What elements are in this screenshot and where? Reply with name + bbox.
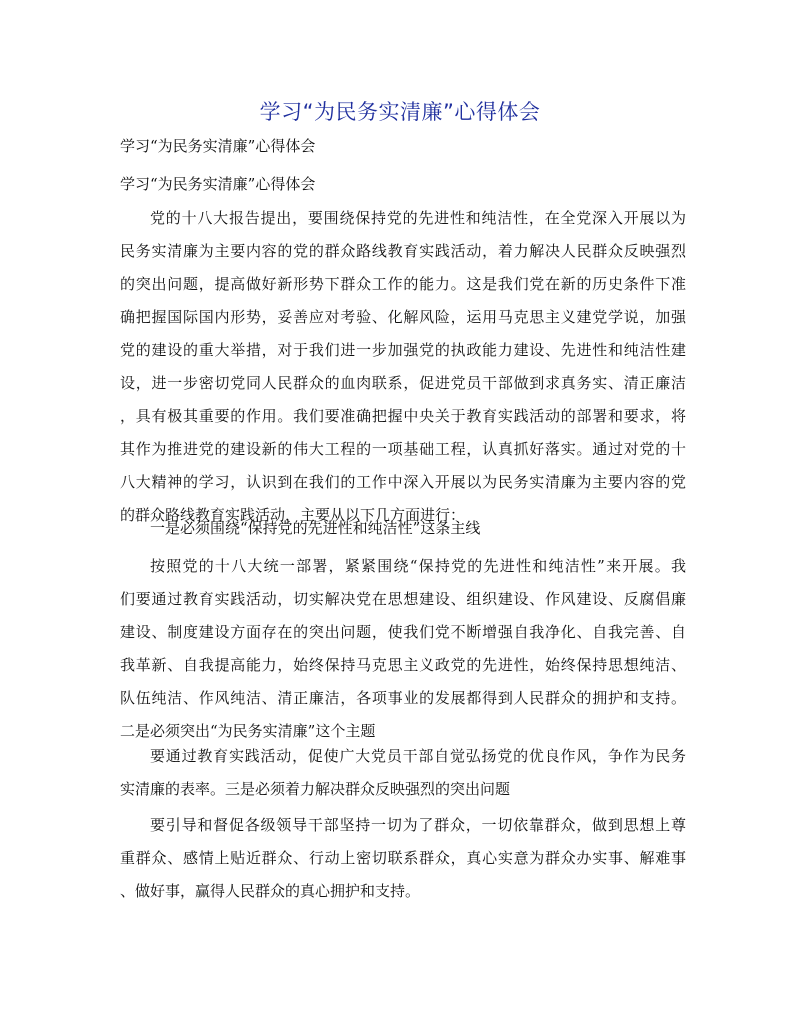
paragraph-line: 队伍纯洁、作风纯洁、清正廉洁，各项事业的发展都得到人民群众的拥护和支持。 — [120, 689, 686, 707]
paragraph-3 — [120, 740, 686, 806]
section-heading-1 — [120, 512, 686, 545]
paragraph-line: ，具有极其重要的作用。我们要准确把握中央关于教育实践活动的部署和要求，将 — [120, 407, 686, 425]
paragraph-line: 按照党的十八大统一部署，紧紧围绕“保持党的先进性和纯洁性”来开展。我 — [150, 557, 686, 575]
paragraph-line: 党的十八大报告提出，要围绕保持党的先进性和纯洁性，在全党深入开展以为 — [150, 209, 686, 227]
subtitle-text: 学习“为民务实清廉”心得体会 — [120, 137, 316, 155]
paragraph-line: 的突出问题，提高做好新形势下群众工作的能力。这是我们党在新的历史条件下准 — [120, 275, 686, 293]
paragraph-line: 要引导和督促各级领导干部坚持一切为了群众，一切依靠群众，做到思想上尊 — [150, 816, 686, 834]
page-title: 学习“为民务实清廉”心得体会 — [259, 100, 541, 124]
paragraph-line: 确把握国际国内形势，妥善应对考验、化解风险，运用马克思主义建党学说，加强 — [120, 308, 686, 326]
paragraph-4 — [120, 809, 686, 908]
subtitle-line-2 — [120, 168, 686, 201]
paragraph-line: 民务实清廉为主要内容的党的群众路线教育实践活动，着力解决人民群众反映强烈 — [120, 242, 686, 260]
paragraph-line: 我革新、自我提高能力，始终保持马克思主义政党的先进性，始终保持思想纯洁、 — [120, 656, 686, 674]
paragraph-line: 八大精神的学习，认识到在我们的工作中深入开展以为民务实清廉为主要内容的党 — [120, 473, 686, 491]
paragraph-line: 重群众、感情上贴近群众、行动上密切联系群众，真心实意为群众办实事、解难事 — [120, 849, 686, 867]
paragraph-line: 二是必须突出“为民务实清廉”这个主题 — [120, 722, 376, 740]
paragraph-line: 党的建设的重大举措，对于我们进一步加强党的执政能力建设、先进性和纯洁性建 — [120, 341, 686, 359]
paragraph-line: 设，进一步密切党同人民群众的血肉联系，促进党员干部做到求真务实、清正廉洁 — [120, 374, 686, 392]
paragraph-line: 、做好事，赢得人民群众的真心拥护和支持。 — [120, 882, 421, 900]
subtitle-line-1 — [120, 130, 686, 163]
paragraph-line: 建设、制度建设方面存在的突出问题，使我们党不断增强自我净化、自我完善、自 — [120, 623, 686, 641]
subtitle-text: 学习“为民务实清廉”心得体会 — [120, 175, 316, 193]
paragraph-1 — [120, 202, 686, 532]
paragraph-2 — [120, 550, 686, 748]
paragraph-line: 的群众路线教育实践活动，主要从以下几方面进行： — [120, 506, 466, 524]
paragraph-line: 实清廉的表率。三是必须着力解决群众反映强烈的突出问题 — [120, 780, 511, 798]
paragraph-line: 要通过教育实践活动，促使广大党员干部自觉弘扬党的优良作风，争作为民务 — [150, 747, 686, 765]
paragraph-line: 其作为推进党的建设新的伟大工程的一项基础工程，认真抓好落实。通过对党的十 — [120, 440, 686, 458]
paragraph-line: 们要通过教育实践活动，切实解决党在思想建设、组织建设、作风建设、反腐倡廉 — [120, 590, 686, 608]
section-heading-text: 一是必须围绕“保持党的先进性和纯洁性”这条主线 — [150, 519, 481, 537]
